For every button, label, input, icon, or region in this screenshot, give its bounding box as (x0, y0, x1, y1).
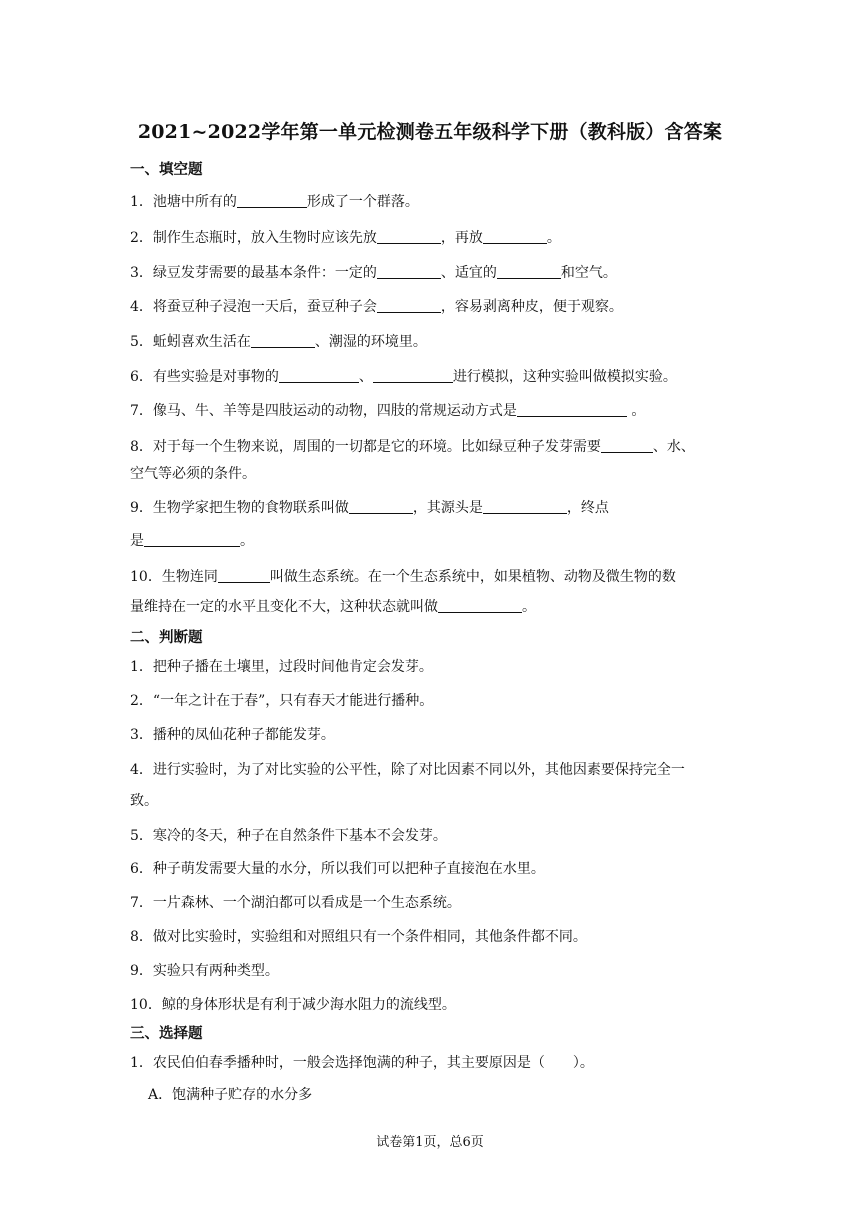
judge-question-10: 10．鲸的身体形状是有利于减少海水阻力的流线型。 (130, 997, 456, 1013)
answer-blank[interactable] (377, 264, 441, 279)
judge-question-1: 1．把种子播在土壤里，过段时间他肯定会发芽。 (130, 659, 433, 675)
answer-blank[interactable] (377, 298, 441, 313)
question-text: 、适宜的 (440, 265, 497, 281)
question-text: 7．像马、牛、羊等是四肢运动的动物，四肢的常规运动方式是 (130, 403, 517, 419)
answer-blank[interactable] (517, 402, 627, 417)
question-text: 8．对于每一个生物来说，周围的一切都是它的环境。比如绿豆种子发芽需要 (130, 439, 601, 455)
answer-blank[interactable] (218, 568, 270, 583)
fill-question-8-line-1 (130, 436, 695, 456)
question-text: ，终点 (566, 500, 609, 516)
question-text: ，容易剥离种皮，便于观察。 (440, 299, 623, 315)
question-text: 叫做生态系统。在一个生态系统中，如果植物、动物及微生物的数 (269, 569, 676, 585)
answer-blank[interactable] (373, 368, 453, 383)
answer-blank[interactable] (483, 229, 547, 244)
answer-blank[interactable] (251, 333, 315, 348)
question-text: 、 (358, 369, 373, 385)
fill-question-9-line-2 (130, 530, 254, 550)
fill-question-1 (130, 191, 419, 211)
question-text: 。 (240, 533, 254, 549)
answer-blank[interactable] (483, 499, 567, 514)
choice-question-1: 1．农民伯伯春季播种时，一般会选择饱满的种子，其主要原因是（ ）。 (130, 1055, 594, 1071)
question-text: 形成了一个群落。 (306, 194, 419, 210)
question-text: ，再放 (440, 230, 483, 246)
question-text: 。 (626, 403, 646, 419)
question-text: 5．蚯蚓喜欢生活在 (130, 334, 251, 350)
answer-blank[interactable] (144, 532, 240, 547)
question-text: 。 (522, 599, 536, 615)
fill-question-9-line-1 (130, 497, 609, 517)
question-text: 量维持在一定的水平且变化不大，这种状态就叫做 (130, 599, 438, 615)
answer-blank[interactable] (601, 438, 653, 453)
question-text: 9．生物学家把生物的食物联系叫做 (130, 500, 349, 516)
fill-question-10-line-2 (130, 596, 536, 616)
fill-question-4 (130, 296, 623, 316)
judge-question-5: 5．寒冷的冬天，种子在自然条件下基本不会发芽。 (130, 828, 447, 844)
question-text: 2．制作生态瓶时，放入生物时应该先放 (130, 230, 377, 246)
question-text: 是 (130, 533, 144, 549)
fill-question-2 (130, 227, 561, 247)
question-text: 。 (546, 230, 561, 246)
question-text: 10．生物连同 (130, 569, 218, 585)
question-text: 1．池塘中所有的 (130, 194, 237, 210)
question-text: 4．将蚕豆种子浸泡一天后，蚕豆种子会 (130, 299, 377, 315)
question-text: 和空气。 (560, 265, 617, 281)
fill-question-7 (130, 400, 645, 420)
page-footer: 试卷第1页，总6页 (376, 1135, 484, 1150)
question-text: 、水、 (652, 439, 695, 455)
fill-question-6 (130, 366, 677, 386)
fill-question-3 (130, 262, 617, 282)
section-heading-choice: 三、选择题 (130, 1026, 203, 1042)
page-title: 2021~2022学年第一单元检测卷五年级科学下册（教科版）含答案 (137, 121, 723, 143)
judge-question-9: 9．实验只有两种类型。 (130, 963, 279, 979)
question-text: 3．绿豆发芽需要的最基本条件：一定的 (130, 265, 377, 281)
judge-question-3: 3．播种的凤仙花种子都能发芽。 (130, 727, 335, 743)
fill-question-10-line-1 (130, 566, 676, 586)
judge-question-8: 8．做对比实验时，实验组和对照组只有一个条件相同，其他条件都不同。 (130, 929, 587, 945)
question-text: 、潮湿的环境里。 (314, 334, 427, 350)
section-heading-judge: 二、判断题 (130, 630, 203, 646)
answer-blank[interactable] (438, 598, 522, 613)
judge-question-4-line-2: 致。 (130, 793, 158, 809)
fill-question-5 (130, 331, 427, 351)
judge-question-7: 7．一片森林、一个湖泊都可以看成是一个生态系统。 (130, 895, 461, 911)
answer-blank[interactable] (349, 499, 413, 514)
judge-question-4-line-1: 4．进行实验时，为了对比实验的公平性，除了对比因素不同以外，其他因素要保持完全一 (130, 762, 685, 778)
answer-blank[interactable] (377, 229, 441, 244)
choice-option-a[interactable]: A．饱满种子贮存的水分多 (148, 1087, 313, 1103)
judge-question-2: 2．“一年之计在于春”，只有春天才能进行播种。 (130, 693, 434, 709)
question-text: 进行模拟，这种实验叫做模拟实验。 (452, 369, 677, 385)
question-text: 6．有些实验是对事物的 (130, 369, 279, 385)
fill-question-8-line-2: 空气等必须的条件。 (130, 466, 256, 482)
answer-blank[interactable] (279, 368, 359, 383)
answer-blank[interactable] (497, 264, 561, 279)
question-text: ，其源头是 (412, 500, 483, 516)
answer-blank[interactable] (237, 193, 307, 208)
section-heading-fill: 一、填空题 (130, 162, 203, 178)
judge-question-6: 6．种子萌发需要大量的水分，所以我们可以把种子直接泡在水里。 (130, 861, 545, 877)
